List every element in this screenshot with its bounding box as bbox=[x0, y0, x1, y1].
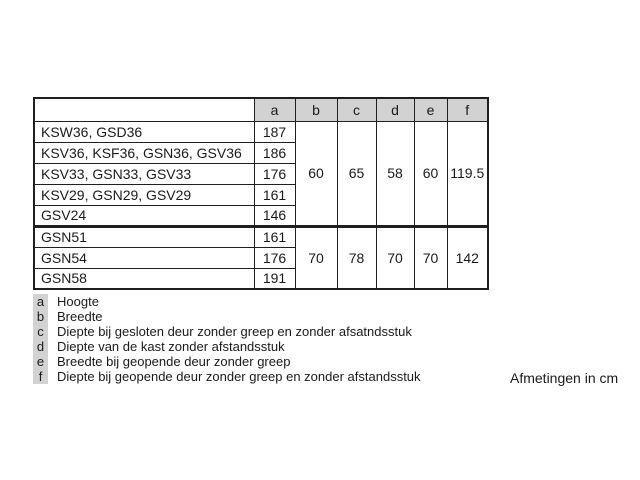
legend-item bbox=[33, 324, 421, 339]
legend-item bbox=[33, 354, 421, 369]
legend-label: Hoogte bbox=[57, 294, 99, 309]
legend-key: a bbox=[33, 294, 48, 309]
header-col-d: d bbox=[376, 98, 414, 121]
model-names-cell: KSW36, GSD36 bbox=[34, 121, 254, 142]
value-e-merged-cell: 70 bbox=[414, 226, 447, 289]
value-d-merged-cell: 70 bbox=[376, 226, 414, 289]
model-names-cell: GSN58 bbox=[34, 268, 254, 289]
model-names-cell: GSN51 bbox=[34, 226, 254, 247]
legend-key: c bbox=[33, 324, 48, 339]
dimension-legend bbox=[33, 294, 421, 384]
value-f-merged-cell: 142 bbox=[447, 226, 488, 289]
legend-label: Diepte bij gesloten deur zonder greep en zonder afsatndsstuk bbox=[57, 324, 412, 339]
value-a-cell: 191 bbox=[254, 268, 295, 289]
value-f-merged-cell: 119.5 bbox=[447, 121, 488, 226]
units-note: Afmetingen in cm bbox=[510, 370, 619, 386]
value-a-cell: 176 bbox=[254, 247, 295, 268]
model-names-cell: GSV24 bbox=[34, 205, 254, 226]
table-header-row bbox=[34, 98, 488, 121]
table-row bbox=[34, 226, 488, 247]
value-c-merged-cell: 65 bbox=[337, 121, 376, 226]
legend-key: e bbox=[33, 354, 48, 369]
legend-label: Breedte bij geopende deur zonder greep bbox=[57, 354, 291, 369]
header-empty-cell bbox=[34, 98, 254, 121]
legend-item bbox=[33, 309, 421, 324]
legend-key: f bbox=[33, 369, 48, 384]
header-col-e: e bbox=[414, 98, 447, 121]
header-col-f: f bbox=[447, 98, 488, 121]
legend-key: b bbox=[33, 309, 48, 324]
legend-key: d bbox=[33, 339, 48, 354]
legend-item bbox=[33, 294, 421, 309]
value-a-cell: 186 bbox=[254, 142, 295, 163]
model-names-cell: KSV36, KSF36, GSN36, GSV36 bbox=[34, 142, 254, 163]
dimensions-table bbox=[33, 97, 489, 290]
value-b-merged-cell: 60 bbox=[295, 121, 337, 226]
table-row bbox=[34, 121, 488, 142]
model-names-cell: KSV33, GSN33, GSV33 bbox=[34, 163, 254, 184]
value-d-merged-cell: 58 bbox=[376, 121, 414, 226]
legend-label: Breedte bbox=[57, 309, 103, 324]
header-col-c: c bbox=[337, 98, 376, 121]
model-names-cell: KSV29, GSN29, GSV29 bbox=[34, 184, 254, 205]
value-e-merged-cell: 60 bbox=[414, 121, 447, 226]
header-col-b: b bbox=[295, 98, 337, 121]
legend-label: Diepte bij geopende deur zonder greep en zonder afstandsstuk bbox=[57, 369, 421, 384]
value-a-cell: 176 bbox=[254, 163, 295, 184]
value-b-merged-cell: 70 bbox=[295, 226, 337, 289]
model-names-cell: GSN54 bbox=[34, 247, 254, 268]
legend-item bbox=[33, 369, 421, 384]
value-a-cell: 146 bbox=[254, 205, 295, 226]
legend-item bbox=[33, 339, 421, 354]
header-col-a: a bbox=[254, 98, 295, 121]
value-a-cell: 187 bbox=[254, 121, 295, 142]
legend-label: Diepte van de kast zonder afstandsstuk bbox=[57, 339, 285, 354]
value-a-cell: 161 bbox=[254, 226, 295, 247]
value-c-merged-cell: 78 bbox=[337, 226, 376, 289]
value-a-cell: 161 bbox=[254, 184, 295, 205]
